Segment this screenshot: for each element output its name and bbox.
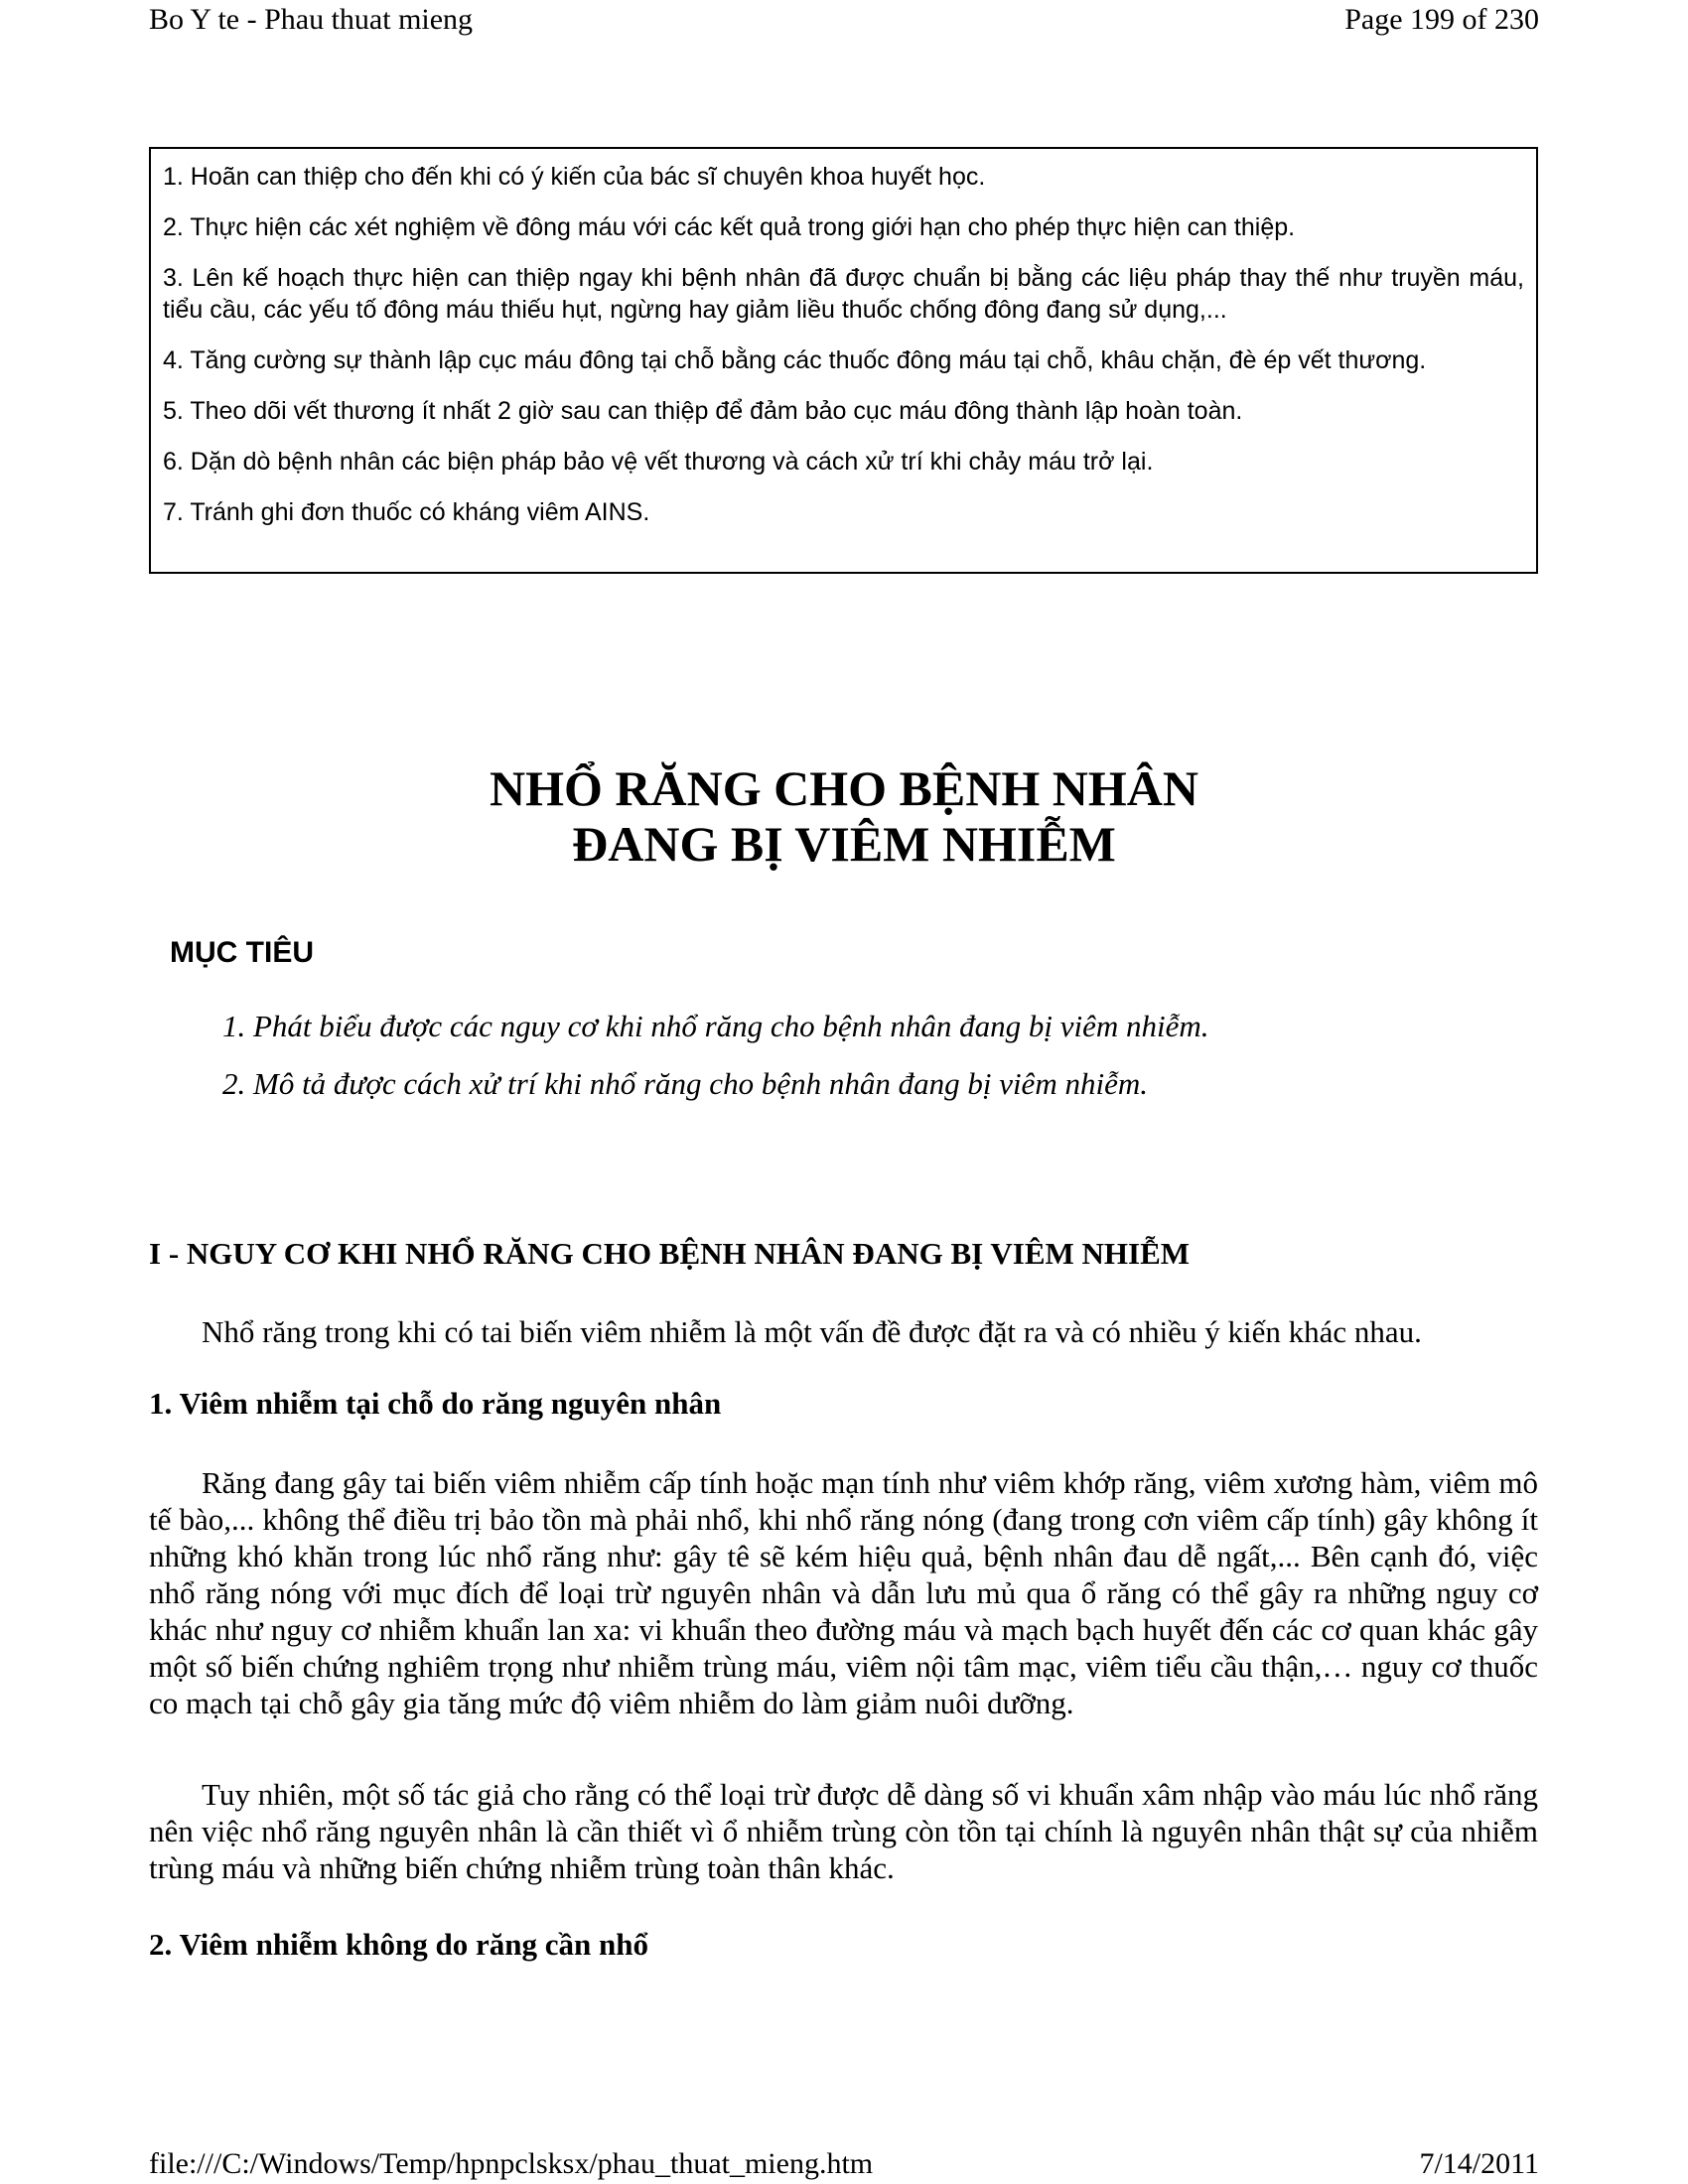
section-heading: I - NGUY CƠ KHI NHỔ RĂNG CHO BỆNH NHÂN ĐANG BỊ VIÊM NHIỄM — [149, 1236, 1191, 1271]
chapter-title-line-1: NHỔ RĂNG CHO BỆNH NHÂN — [490, 760, 1198, 816]
page-header-title: Bo Y te - Phau thuat mieng — [149, 3, 474, 36]
file-path: file:///C:/Windows/Temp/hpnpclsksx/phau_thuat_mieng.htm — [149, 2147, 874, 2180]
box-item-3: 3. Lên kế hoạch thực hiện can thiệp ngay khi bệnh nhân đã được chuẩn bị bằng các liệu pháp thay thế như truyền máu, tiểu cầu, các yếu tố đông máu thiếu hụt, ngừng hay giảm liều thuốc chống đông đang sử dụng,... — [163, 264, 1524, 324]
chapter-title-line-2: ĐANG BỊ VIÊM NHIỄM — [572, 816, 1116, 872]
subsection-heading-2: 2. Viêm nhiễm không do răng cần nhổ — [149, 1927, 648, 1962]
box-item-6: 6. Dặn dò bệnh nhân các biện pháp bảo vệ vết thương và cách xử trí khi chảy máu trở lại. — [163, 448, 1154, 476]
objective-item-2: 2. Mô tả được cách xử trí khi nhổ răng cho bệnh nhân đang bị viêm nhiễm. — [222, 1066, 1148, 1101]
chapter-title — [0, 760, 1688, 872]
paragraph-1: Răng đang gây tai biến viêm nhiễm cấp tính hoặc mạn tính như viêm khớp răng, viêm xương hàm, viêm mô tế bào,... không thể điều trị bảo tồn mà phải nhổ, khi nhổ răng nóng (đang trong cơn viêm cấp tính) gây không ít những khó khăn trong lúc nhổ răng như: gây tê sẽ kém hiệu quả, bệnh nhân đau dễ ngất,... Bên cạnh đó, việc nhổ răng nóng với mục đích để loại trừ nguyên nhân và dẫn lưu mủ qua ổ răng có thể gây ra những nguy cơ khác như nguy cơ nhiễm khuẩn lan xa: vi khuẩn theo đường máu và mạch bạch huyết đến các cơ quan khác gây một số biến chứng nghiêm trọng như nhiễm trùng máu, viêm nội tâm mạc, viêm tiểu cầu thận,… nguy cơ thuốc co mạch tại chỗ gây gia tăng mức độ viêm nhiễm do làm giảm nuôi dưỡng. — [149, 1465, 1538, 1720]
recommendations-box — [149, 147, 1538, 574]
paragraph-2: Tuy nhiên, một số tác giả cho rằng có thể loại trừ được dễ dàng số vi khuẩn xâm nhập vào máu lúc nhổ răng nên việc nhổ răng nguyên nhân là cần thiết vì ổ nhiễm trùng còn tồn tại chính là nguyên nhân thật sự của nhiễm trùng máu và những biến chứng nhiễm trùng toàn thân khác. — [149, 1777, 1538, 1885]
box-item-1: 1. Hoãn can thiệp cho đến khi có ý kiến của bác sĩ chuyên khoa huyết học. — [163, 163, 986, 191]
box-item-7: 7. Tránh ghi đơn thuốc có kháng viêm AINS. — [163, 498, 650, 526]
box-item-5: 5. Theo dõi vết thương ít nhất 2 giờ sau can thiệp để đảm bảo cục máu đông thành lập hoàn toàn. — [163, 397, 1243, 425]
objectives-list — [222, 1007, 1209, 1122]
objectives-heading: MỤC TIÊU — [170, 936, 314, 969]
box-item-4: 4. Tăng cường sự thành lập cục máu đông tại chỗ bằng các thuốc đông máu tại chỗ, khâu chặn, đè ép vết thương. — [163, 346, 1427, 374]
box-item-2: 2. Thực hiện các xét nghiệm về đông máu với các kết quả trong giới hạn cho phép thực hiện can thiệp. — [163, 213, 1296, 241]
print-date: 7/14/2011 — [1419, 2147, 1539, 2180]
page-number: Page 199 of 230 — [1344, 3, 1539, 36]
subsection-heading-1: 1. Viêm nhiễm tại chỗ do răng nguyên nhân — [149, 1386, 722, 1421]
section-intro: Nhổ răng trong khi có tai biến viêm nhiễm là một vấn đề được đặt ra và có nhiều ý kiến khác nhau. — [202, 1314, 1422, 1349]
objective-item-1: 1. Phát biểu được các nguy cơ khi nhổ răng cho bệnh nhân đang bị viêm nhiễm. — [222, 1009, 1209, 1043]
